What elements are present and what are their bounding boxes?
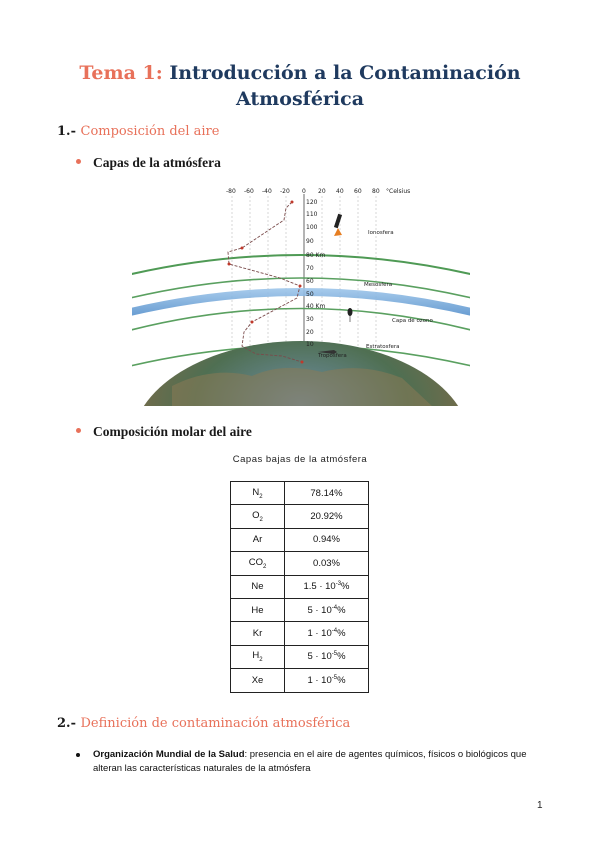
table-row bbox=[231, 598, 369, 621]
svg-text:90: 90 bbox=[306, 238, 314, 245]
bullet-dot-icon bbox=[76, 159, 81, 164]
section-2-heading bbox=[57, 716, 350, 731]
value-cell: 0.03% bbox=[285, 552, 369, 575]
title-line-2: Atmosférica bbox=[235, 88, 365, 110]
bullet-composition-label: Composición molar del aire bbox=[93, 424, 252, 439]
bullet-dot-icon bbox=[76, 428, 81, 433]
table-row bbox=[231, 482, 369, 505]
svg-text:-80: -80 bbox=[226, 188, 236, 195]
layer-label-ionosfera: Ionosfera bbox=[368, 230, 394, 236]
value-cell: $5 \cdot 10^{-5}\%$ bbox=[285, 645, 369, 668]
section-1-number: 1.- bbox=[57, 124, 76, 139]
section-2-number: 2.- bbox=[57, 716, 76, 731]
svg-text:10: 10 bbox=[306, 341, 314, 348]
svg-text:70: 70 bbox=[306, 265, 314, 272]
page-number: 1 bbox=[537, 800, 543, 811]
table-row bbox=[231, 622, 369, 645]
title-line-1: Introducción a la Contaminación bbox=[169, 62, 521, 84]
section-2-title: Definición de contaminación atmosférica bbox=[80, 716, 351, 731]
svg-text:-40: -40 bbox=[262, 188, 272, 195]
table-row bbox=[231, 669, 369, 692]
species-cell: $CO_2$ bbox=[231, 552, 285, 575]
svg-text:120: 120 bbox=[306, 199, 318, 206]
table-caption: Capas bajas de la atmósfera bbox=[232, 454, 368, 465]
species-cell: Ne bbox=[231, 575, 285, 598]
table-row bbox=[231, 505, 369, 528]
svg-text:20: 20 bbox=[306, 329, 314, 336]
species-cell: He bbox=[231, 598, 285, 621]
table-row bbox=[231, 575, 369, 598]
bullet-dot-icon bbox=[76, 753, 80, 757]
table-row bbox=[231, 645, 369, 668]
title-lead: Tema 1: bbox=[79, 62, 163, 84]
svg-text:20: 20 bbox=[318, 188, 326, 195]
atmosphere-layers-figure bbox=[132, 186, 470, 406]
definition-text: : presencia en el aire de agentes químicos, físicos o biológicos que alteran las características naturales de la atmósfera bbox=[93, 749, 527, 774]
table-row bbox=[231, 552, 369, 575]
section-1-title: Composición del aire bbox=[80, 124, 220, 139]
svg-text:110: 110 bbox=[306, 211, 318, 218]
value-cell: 20.92% bbox=[285, 505, 369, 528]
species-cell: Xe bbox=[231, 669, 285, 692]
svg-text:40: 40 bbox=[336, 188, 344, 195]
species-cell: $O_2$ bbox=[231, 505, 285, 528]
value-cell: $1.5 \cdot 10^{-3}\%$ bbox=[285, 575, 369, 598]
species-cell: Kr bbox=[231, 622, 285, 645]
svg-text:-20: -20 bbox=[280, 188, 290, 195]
bullet-layers bbox=[76, 155, 221, 171]
definition-term: Organización Mundial de la Salud bbox=[93, 749, 245, 760]
svg-text:-60: -60 bbox=[244, 188, 254, 195]
svg-text:50: 50 bbox=[306, 291, 314, 298]
layer-label-estratosfera: Estratosfera bbox=[366, 344, 400, 350]
value-cell: 0.94% bbox=[285, 528, 369, 551]
species-cell: Ar bbox=[231, 528, 285, 551]
value-cell: $1 \cdot 10^{-5}\%$ bbox=[285, 669, 369, 692]
bullet-layers-label: Capas de la atmósfera bbox=[93, 155, 221, 170]
svg-text:0: 0 bbox=[302, 188, 306, 195]
page-title bbox=[0, 60, 600, 112]
svg-text:80: 80 bbox=[372, 188, 380, 195]
svg-text:30: 30 bbox=[306, 316, 314, 323]
svg-text:60: 60 bbox=[306, 278, 314, 285]
table-row bbox=[231, 528, 369, 551]
svg-text:60: 60 bbox=[354, 188, 362, 195]
svg-text:°Celsius: °Celsius bbox=[386, 188, 411, 195]
species-cell: $H_2$ bbox=[231, 645, 285, 668]
layer-label-mesosfera: Mesosfera bbox=[364, 282, 393, 288]
value-cell: $1 \cdot 10^{-4}\%$ bbox=[285, 622, 369, 645]
bullet-composition bbox=[76, 424, 252, 440]
composition-table bbox=[230, 481, 369, 693]
atmosphere-diagram bbox=[132, 186, 470, 406]
value-cell: $5 \cdot 10^{-4}\%$ bbox=[285, 598, 369, 621]
svg-text:80 Km: 80 Km bbox=[306, 252, 326, 259]
svg-text:100: 100 bbox=[306, 224, 318, 231]
definition-bullet bbox=[76, 748, 556, 776]
value-cell: 78.14% bbox=[285, 482, 369, 505]
layer-label-troposfera: Tropósfera bbox=[318, 353, 347, 359]
ozone-label: Capa de ozono bbox=[392, 318, 433, 324]
species-cell: $N_2$ bbox=[231, 482, 285, 505]
svg-text:40 Km: 40 Km bbox=[306, 303, 326, 310]
section-1-heading bbox=[57, 124, 219, 139]
